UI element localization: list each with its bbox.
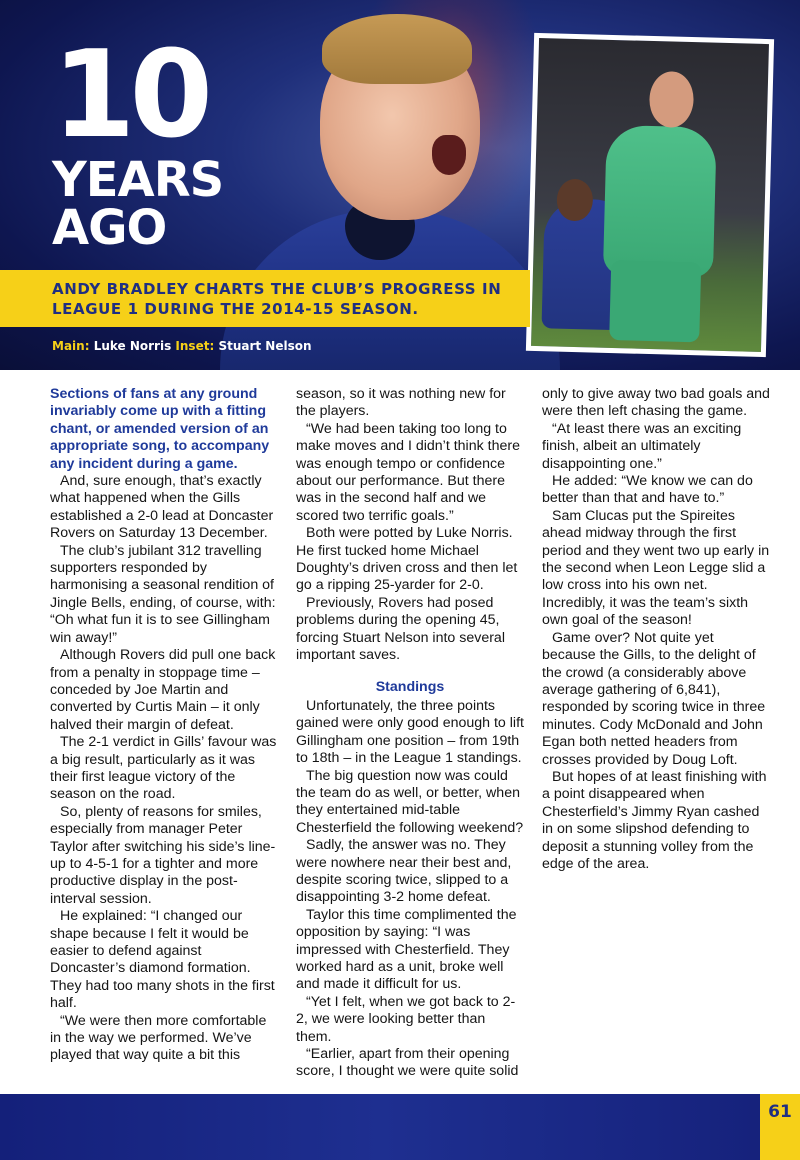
article-lead: Sections of fans at any ground invariably come up with a fitting chant, or amended version of an appropriate song, to accompany any incident during a game. xyxy=(50,386,270,472)
article-paragraph: Previously, Rovers had posed problems during the opening 45, forcing Stuart Nelson into several important saves. xyxy=(296,594,505,664)
article-paragraph: But hopes of at least finishing with a point disappeared when Chesterfield’s Jimmy Ryan cashed in on some slipshod defending to deposit a stunning volley from the edge of the area. xyxy=(542,768,767,872)
article-paragraph: Taylor this time complimented the opposition by saying: “I was impressed with Chesterfield. They worked hard as a unit, broke well and made it difficult for us. xyxy=(296,906,517,993)
inset-photo xyxy=(526,33,774,357)
main-player-mouth xyxy=(432,135,466,175)
hero-photo xyxy=(0,0,800,370)
article-paragraph: “At least there was an exciting finish, albeit an ultimately disappointing one.” xyxy=(542,420,742,472)
article-paragraph: “Yet I felt, when we got back to 2-2, we were looking better than them. xyxy=(296,993,516,1045)
caption-inset-value: Stuart Nelson xyxy=(218,339,312,353)
article-paragraph: So, plenty of reasons for smiles, especially from manager Peter Taylor after switching his side’s line-up to 4-5-1 for a tighter and more productive display in the post-interval session. xyxy=(50,803,276,907)
inset-goalkeeper-head xyxy=(649,71,694,128)
article-paragraph: “Earlier, apart from their opening score, I thought we were quite solid only to give away two bad goals and were then left chasing the game. xyxy=(296,386,770,1080)
title-line-2: AGO xyxy=(52,200,167,256)
inset-goalkeeper-body xyxy=(603,125,717,278)
article-paragraph: And, sure enough, that’s exactly what happened when the Gills established a 2-0 lead at Doncaster Rovers on Saturday 13 December. xyxy=(50,473,274,542)
page-title xyxy=(52,26,224,256)
article-paragraph: He added: “We know we can do better than that and have to.” xyxy=(542,473,753,507)
main-player-hair xyxy=(322,14,472,84)
article-paragraph: Both were potted by Luke Norris. He first tucked home Michael Doughty’s driven cross and then let go a ripping 25-yarder for 2-0. xyxy=(296,525,518,594)
page-number-tab xyxy=(760,1094,800,1160)
article-paragraph: He explained: “I changed our shape because I felt it would be easier to defend against Doncaster’s diamond formation. They had too many shots in the first half. xyxy=(50,908,275,1012)
article-paragraph: Game over? Not quite yet because the Gills, to the delight of the crowd (a considerably above average gathering of 6,841), responded by scoring twice in three minutes. Cody McDonald and John Egan both netted headers from crosses provided by Doug Loft. xyxy=(542,629,766,768)
photo-caption xyxy=(52,339,312,353)
caption-main-value: Luke Norris xyxy=(93,339,172,353)
caption-main-key: Main: xyxy=(52,339,90,353)
article-paragraph: Unfortunately, the three points gained were only good enough to lift Gillingham one position – from 19th to 18th – in the League 1 standings. xyxy=(296,697,524,767)
inset-goalkeeper-legs xyxy=(609,260,701,342)
article-body xyxy=(50,386,770,1086)
article-paragraph: “We were then more comfortable in the way we performed. We’ve played that way quite a bit this season, so it was nothing new for the players. xyxy=(50,386,506,1064)
article-paragraph: Sadly, the answer was no. They were nowhere near their best and, despite scoring twice, slipped to a disappointing 3-2 home defeat. xyxy=(296,837,512,906)
article-paragraph: The 2-1 verdict in Gills’ favour was a big result, particularly as it was their first league victory of the season on the road. xyxy=(50,734,277,803)
caption-inset-key: Inset: xyxy=(175,339,215,353)
article-paragraph: The club’s jubilant 312 travelling supporters responded by harmonising a seasonal rendition of Jingle Bells, ending, of course, with: “Oh what fun it is to see Gillingham win away!” xyxy=(50,542,276,646)
title-number: 10 xyxy=(52,26,207,165)
page-number: 61 xyxy=(768,1102,792,1122)
article-paragraph: The big question now was could the team do as well, or better, when they entertained mid-table Chesterfield the following weekend? xyxy=(296,767,524,836)
article-paragraph: Sam Clucas put the Spireites ahead midway through the first period and they went two up early in the second when Leon Legge slid a low cross into his own net. Incredibly, it was the team’s sixth own goal of the season! xyxy=(542,507,770,629)
article-subheading: Standings xyxy=(375,678,445,695)
standfirst-banner xyxy=(0,270,530,327)
article-paragraph: “We had been taking too long to make moves and I didn’t think there was enough tempo or confidence about our performance. But there was in the second half and we scored two terrific goals.” xyxy=(296,420,520,524)
standfirst-text: ANDY BRADLEY CHARTS THE CLUB’S PROGRESS IN LEAGUE 1 DURING THE 2014-15 SEASON. xyxy=(52,280,502,318)
article-paragraph: Although Rovers did pull one back from a penalty in stoppage time – conceded by Joe Martin and converted by Curtis Main – it only halved their margin of defeat. xyxy=(50,647,276,733)
footer-bar xyxy=(0,1094,760,1160)
title-line-1: YEARS xyxy=(52,152,224,208)
